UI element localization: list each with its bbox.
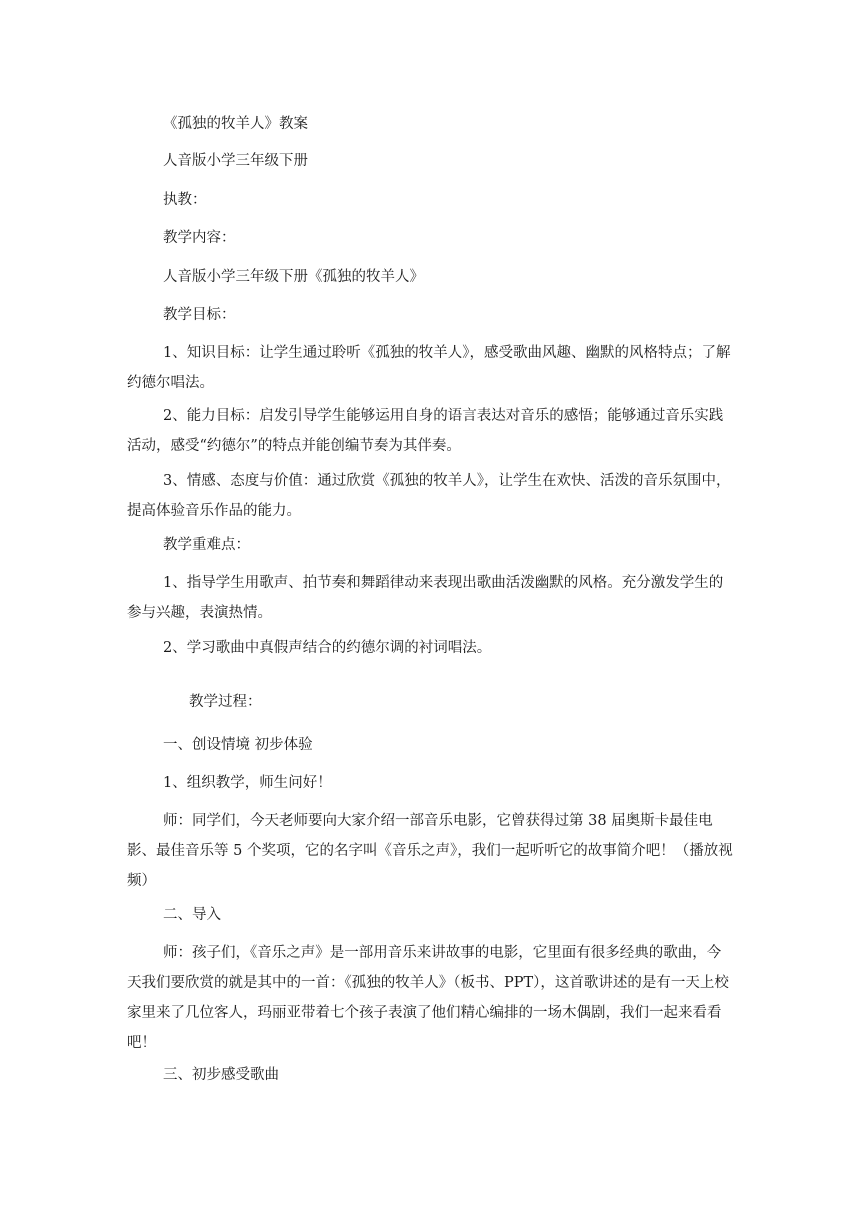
section-heading-keypoints: 教学重难点： (163, 537, 250, 553)
section-heading-goals: 教学目标： (163, 307, 236, 323)
step-3-heading: 三、初步感受歌曲 (163, 1067, 279, 1083)
section-heading-content: 教学内容： (163, 230, 236, 246)
step-2-teacher-speech: 师：孩子们，《音乐之声》是一部用音乐来讲故事的电影，它里面有很多经典的歌曲，今天我们要欣赏的就是其中的一首：《孤独的牧羊人》（板书、PPT），这首歌讲述的是有一天上校家里来了几位客人，玛丽亚带着七个孩子表演了他们精心编排的一场木偶剧，我们一起来看看吧！ (127, 945, 729, 1051)
content-line: 人音版小学三年级下册《孤独的牧羊人》 (163, 269, 424, 285)
document-title: 《孤独的牧羊人》教案 (163, 116, 308, 132)
grade-line: 人音版小学三年级下册 (163, 153, 308, 169)
step-1-item: 1、组织教学，师生问好！ (163, 775, 332, 791)
goal-ability: 2、能力目标：启发引导学生能够运用自身的语言表达对音乐的感悟；能够通过音乐实践活动，感受“约德尔”的特点并能创编节奏为其伴奏。 (127, 408, 724, 454)
step-2-heading: 二、导入 (163, 907, 221, 923)
teacher-line: 执教： (163, 192, 207, 208)
section-heading-process: 教学过程： (189, 694, 262, 710)
step-1-heading: 一、创设情境 初步体验 (163, 737, 313, 753)
goal-knowledge: 1、知识目标：让学生通过聆听《孤独的牧羊人》，感受歌曲风趣、幽默的风格特点；了解约德尔唱法。 (127, 345, 731, 391)
keypoint-1: 1、指导学生用歌声、拍节奏和舞蹈律动来表现出歌曲活泼幽默的风格。充分激发学生的参与兴趣，表演热情。 (127, 575, 724, 621)
goal-emotion: 3、情感、态度与价值：通过欣赏《孤独的牧羊人》，让学生在欢快、活泼的音乐氛围中，提高体验音乐作品的能力。 (127, 473, 731, 519)
step-1-teacher-speech: 师：同学们，今天老师要向大家介绍一部音乐电影，它曾获得过第 38 届奥斯卡最佳电影、最佳音乐等 5 个奖项，它的名字叫《音乐之声》，我们一起听听它的故事简介吧！（播放视频） (127, 813, 733, 889)
keypoint-2: 2、学习歌曲中真假声结合的约德尔调的衬词唱法。 (163, 640, 492, 656)
